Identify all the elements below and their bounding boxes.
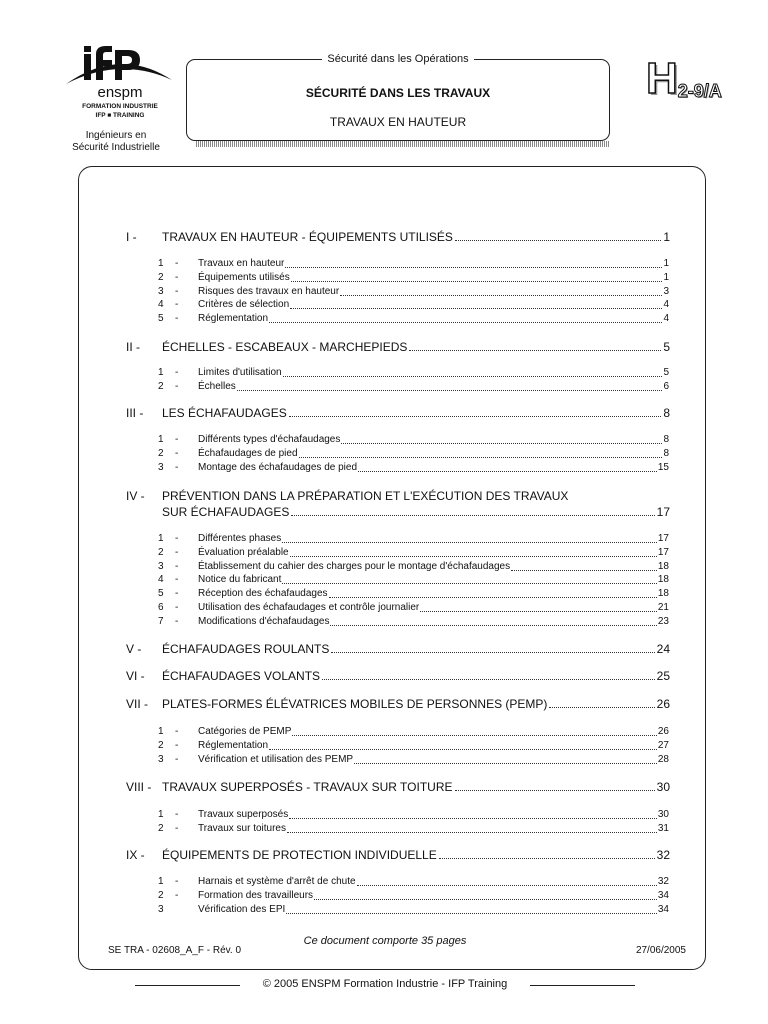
toc-item-leader: [198, 809, 669, 821]
toc-item-leader: [198, 754, 669, 766]
toc-item-title: Équipements utilisés: [198, 271, 290, 283]
leader-dots: [282, 583, 656, 584]
toc-item-title: Réception des échafaudages: [198, 588, 328, 600]
leader-dots: [549, 707, 654, 708]
logo-line1: Formation Industrie: [82, 103, 158, 110]
toc-section-page: 17: [656, 505, 670, 519]
toc-item-number: 1: [158, 434, 164, 445]
toc-item-dash: -: [175, 285, 179, 297]
logo-line2: IFP ■ TRAINING: [95, 112, 145, 119]
toc-item-leader: [198, 286, 669, 298]
toc-item-number: 4: [158, 574, 164, 586]
document-reference: SE TRA - 02608_A_F - Rév. 0: [108, 945, 242, 956]
toc-item-title: Catégories de PEMP: [198, 726, 292, 737]
leader-dots: [282, 542, 657, 543]
toc-item-leader: [198, 533, 669, 545]
toc-item-title: Évaluation préalable: [198, 546, 289, 558]
toc-item-title: Différents types d'échafaudages: [198, 434, 341, 445]
toc-item-page: 15: [657, 461, 669, 473]
copyright: © 2005 ENSPM Formation Industrie - IFP Training: [262, 978, 508, 990]
toc-item-page: 1: [663, 271, 669, 283]
toc-item-title: Réglementation: [198, 313, 269, 325]
leader-dots: [237, 390, 663, 391]
toc-item-title: Risques des travaux en hauteur: [198, 285, 340, 297]
toc-section-title: ÉCHAFAUDAGES ROULANTS: [162, 642, 330, 656]
footer-rule-left: [135, 985, 240, 986]
leader-dots: [439, 858, 655, 859]
toc-item-number: 4: [158, 299, 164, 311]
toc-item-leader: [198, 448, 669, 460]
toc-item-page: 31: [657, 822, 669, 834]
toc-item-number: 1: [158, 876, 164, 887]
document-date: 27/06/2005: [635, 945, 686, 956]
toc-item-leader: [198, 740, 669, 752]
toc-section-page: 32: [656, 848, 670, 862]
toc-item-page: 17: [657, 533, 669, 544]
leader-dots: [290, 308, 662, 309]
toc-item-title: Différentes phases: [198, 533, 282, 544]
toc-item-title: Harnais et système d'arrêt de chute: [198, 876, 356, 887]
toc-item-title: Établissement du cahier des charges pour le montage d'échafaudages: [198, 560, 511, 572]
toc-item-page: 4: [663, 313, 669, 325]
leader-dots: [331, 652, 654, 653]
toc-section-title: ÉCHELLES - ESCABEAUX - MARCHEPIEDS: [162, 340, 408, 354]
toc-item-page: 6: [663, 380, 669, 392]
toc-item-leader: [198, 561, 669, 573]
page-count-note: Ce document comporte 35 pages: [303, 935, 467, 947]
toc-item-leader: [198, 299, 669, 311]
toc-item-leader: [198, 381, 669, 393]
leader-dots: [511, 570, 657, 571]
toc-item-title: Utilisation des échafaudages et contrôle journalier: [198, 602, 420, 613]
toc-item-dash: -: [175, 726, 179, 737]
toc-item-title: Notice du fabricant: [198, 574, 282, 586]
leader-dots: [455, 240, 661, 241]
toc-item-leader: [198, 367, 669, 379]
toc-section-page: 26: [656, 697, 670, 711]
toc-item-number: 3: [158, 461, 164, 473]
toc-item-page: 3: [663, 285, 669, 297]
toc-item-leader: [198, 272, 669, 284]
toc-item-dash: -: [175, 271, 179, 283]
toc-item-number: 2: [158, 889, 164, 901]
header-category: Sécurité dans les Opérations: [186, 52, 610, 66]
toc-item-page: 30: [657, 809, 669, 820]
toc-item-number: 5: [158, 313, 164, 325]
page-title: SÉCURITÉ DANS LES TRAVAUX: [305, 86, 491, 100]
toc-item-title: Réglementation: [198, 739, 269, 751]
toc-section-leader: [162, 230, 670, 244]
toc-item-number: 5: [158, 588, 164, 600]
toc-section-title: TRAVAUX SUPERPOSÉS - TRAVAUX SUR TOITURE: [162, 780, 453, 794]
toc-item-leader: [198, 823, 669, 835]
toc-item-title: Échafaudages de pied: [198, 447, 298, 459]
enspm-logo: [60, 40, 180, 130]
toc-item-dash: -: [175, 313, 179, 325]
toc-item-number: 2: [158, 447, 164, 459]
toc-section-leader: [162, 505, 670, 519]
toc-item-leader: [198, 602, 669, 614]
toc-item-number: 2: [158, 739, 164, 751]
toc-item-number: 1: [158, 726, 164, 737]
toc-item-page: 28: [657, 753, 669, 765]
leader-dots: [354, 763, 657, 764]
toc-section-title-cont: SUR ÉCHAFAUDAGES: [162, 505, 290, 519]
leader-dots: [358, 471, 657, 472]
toc-item-dash: -: [175, 889, 179, 901]
leader-dots: [289, 416, 662, 417]
toc-section-title: PRÉVENTION DANS LA PRÉPARATION ET L'EXÉCUTION DES TRAVAUX: [162, 489, 569, 503]
toc-item-dash: -: [175, 299, 179, 311]
toc-item-title: Vérification des EPI: [198, 903, 286, 915]
toc-item-number: 1: [158, 367, 164, 378]
toc-item-leader: [198, 616, 669, 628]
leader-dots: [340, 295, 662, 296]
leader-dots: [420, 611, 657, 612]
leader-dots: [314, 899, 657, 900]
toc-item-page: 34: [657, 889, 669, 901]
toc-item-page: 18: [657, 574, 669, 586]
toc-item-number: 3: [158, 903, 164, 915]
toc-section-title: TRAVAUX EN HAUTEUR - ÉQUIPEMENTS UTILISÉS: [162, 230, 453, 244]
toc-section-number: II -: [126, 340, 140, 354]
toc-item-dash: -: [175, 447, 179, 459]
toc-section-leader: [162, 697, 670, 711]
toc-item-leader: [198, 434, 669, 446]
toc-item-number: 3: [158, 753, 164, 765]
toc-item-dash: -: [175, 574, 179, 586]
toc-item-number: 2: [158, 546, 164, 558]
toc-section-page: 30: [656, 780, 670, 794]
toc-item-number: 1: [158, 809, 164, 820]
leader-dots: [357, 885, 657, 886]
ifp-logo-icon: [60, 40, 180, 130]
toc-item-dash: -: [175, 434, 179, 445]
toc-item-dash: -: [175, 367, 179, 378]
toc-item-dash: -: [175, 560, 179, 572]
toc-section-page: 5: [663, 340, 670, 354]
toc-item-dash: -: [175, 822, 179, 834]
toc-section-leader: [162, 340, 670, 354]
toc-item-dash: -: [175, 602, 179, 613]
toc-item-title: Travaux sur toitures: [198, 822, 286, 834]
leader-dots: [287, 832, 657, 833]
toc-item-page: 4: [663, 299, 669, 311]
leader-dots: [291, 281, 663, 282]
toc-item-dash: -: [175, 809, 179, 820]
toc-item-page: 34: [657, 903, 669, 915]
toc-item-page: 23: [657, 615, 669, 627]
toc-section-leader: [162, 848, 670, 862]
toc-section-number: V -: [126, 642, 142, 656]
toc-item-title: Montage des échafaudages de pied: [198, 461, 358, 473]
toc-item-title: Limites d'utilisation: [198, 367, 282, 378]
toc-section-title: ÉQUIPEMENTS DE PROTECTION INDIVIDUELLE: [162, 848, 437, 862]
toc-item-number: 1: [158, 533, 164, 544]
leader-dots: [290, 556, 657, 557]
toc-section-page: 25: [656, 669, 670, 683]
toc-section-number: VII -: [126, 697, 149, 711]
leader-dots: [285, 267, 662, 268]
toc-item-number: 6: [158, 602, 164, 613]
leader-dots: [269, 749, 657, 750]
toc-section-page: 8: [663, 406, 670, 420]
toc-section-page: 24: [656, 642, 670, 656]
toc-section-number: III -: [126, 406, 144, 420]
leader-dots: [299, 457, 663, 458]
toc-section-leader: [162, 780, 670, 794]
toc-item-leader: [198, 462, 669, 474]
toc-item-leader: [198, 890, 669, 902]
document-code: [646, 56, 722, 106]
leader-dots: [291, 515, 654, 516]
toc-item-dash: -: [175, 739, 179, 751]
leader-dots: [292, 735, 656, 736]
toc-section-title: PLATES-FORMES ÉLÉVATRICES MOBILES DE PERSONNES (PEMP): [162, 697, 548, 711]
leader-dots: [322, 679, 655, 680]
leader-dots: [289, 818, 657, 819]
toc-item-dash: -: [175, 876, 179, 887]
tagline-line1: Ingénieurs en: [85, 130, 147, 141]
toc-item-number: 3: [158, 285, 164, 297]
header-box-shadow: [196, 141, 610, 147]
logo-name: enspm: [97, 84, 143, 101]
toc-item-title: Critères de sélection: [198, 299, 290, 311]
toc-item-title: Travaux superposés: [198, 809, 289, 820]
toc-section-number: I -: [126, 230, 137, 244]
logo-tagline: [60, 130, 172, 154]
toc-item-leader: [198, 574, 669, 586]
toc-item-page: 21: [657, 602, 669, 613]
leader-dots: [341, 443, 662, 444]
toc-item-page: 18: [657, 588, 669, 600]
toc-section-number: IX -: [126, 848, 145, 862]
toc-item-title: Échelles: [198, 380, 236, 392]
toc-item-page: 8: [663, 447, 669, 459]
toc-item-number: 2: [158, 380, 164, 392]
toc-item-dash: -: [175, 753, 179, 765]
toc-item-title: Vérification et utilisation des PEMP: [198, 753, 354, 765]
page-subtitle: TRAVAUX EN HAUTEUR: [329, 115, 467, 129]
toc-item-page: 1: [663, 258, 669, 269]
toc-item-dash: -: [175, 615, 179, 627]
toc-section-leader: [162, 669, 670, 683]
toc-item-dash: -: [175, 533, 179, 544]
toc-item-page: 27: [657, 739, 669, 751]
toc-item-number: 2: [158, 822, 164, 834]
toc-section-page: 1: [663, 230, 670, 244]
toc-item-leader: [198, 258, 669, 270]
toc-item-number: 3: [158, 560, 164, 572]
toc-section-leader: [162, 406, 670, 420]
toc-item-dash: -: [175, 588, 179, 600]
toc-section-number: IV -: [126, 489, 145, 503]
toc-item-number: 1: [158, 258, 164, 269]
toc-section-number: VI -: [126, 669, 145, 683]
toc-section-number: VIII -: [126, 780, 152, 794]
toc-item-leader: [198, 588, 669, 600]
toc-item-leader: [198, 313, 669, 325]
toc-item-leader: [198, 547, 669, 559]
toc-item-number: 7: [158, 615, 164, 627]
toc-section-title: LES ÉCHAFAUDAGES: [162, 406, 287, 420]
leader-dots: [286, 913, 657, 914]
toc-item-number: 2: [158, 271, 164, 283]
toc-item-title: Travaux en hauteur: [198, 258, 285, 269]
document-code-main: H: [646, 54, 678, 103]
toc-item-page: 32: [657, 876, 669, 887]
toc-item-page: 5: [663, 367, 669, 378]
toc-item-leader: [198, 904, 669, 916]
toc-section-title: ÉCHAFAUDAGES VOLANTS: [162, 669, 321, 683]
leader-dots: [283, 376, 663, 377]
toc-item-dash: -: [175, 546, 179, 558]
toc-item-dash: -: [175, 380, 179, 392]
leader-dots: [329, 597, 657, 598]
toc-item-leader: [198, 876, 669, 888]
leader-dots: [455, 790, 655, 791]
toc-item-dash: -: [175, 461, 179, 473]
toc-item-page: 18: [657, 560, 669, 572]
toc-item-page: 8: [663, 434, 669, 445]
toc-item-page: 26: [657, 726, 669, 737]
toc-item-leader: [198, 726, 669, 738]
leader-dots: [269, 322, 662, 323]
tagline-line2: Sécurité Industrielle: [72, 142, 160, 153]
toc-item-dash: -: [175, 258, 179, 269]
toc-item-title: Modifications d'échafaudages: [198, 615, 330, 627]
toc-item-title: Formation des travailleurs: [198, 889, 314, 901]
leader-dots: [330, 625, 656, 626]
footer-rule-right: [530, 985, 635, 986]
toc-section-leader: [162, 642, 670, 656]
document-code-sub: 2-9/A: [677, 81, 722, 101]
toc-item-page: 17: [657, 546, 669, 558]
leader-dots: [409, 350, 661, 351]
